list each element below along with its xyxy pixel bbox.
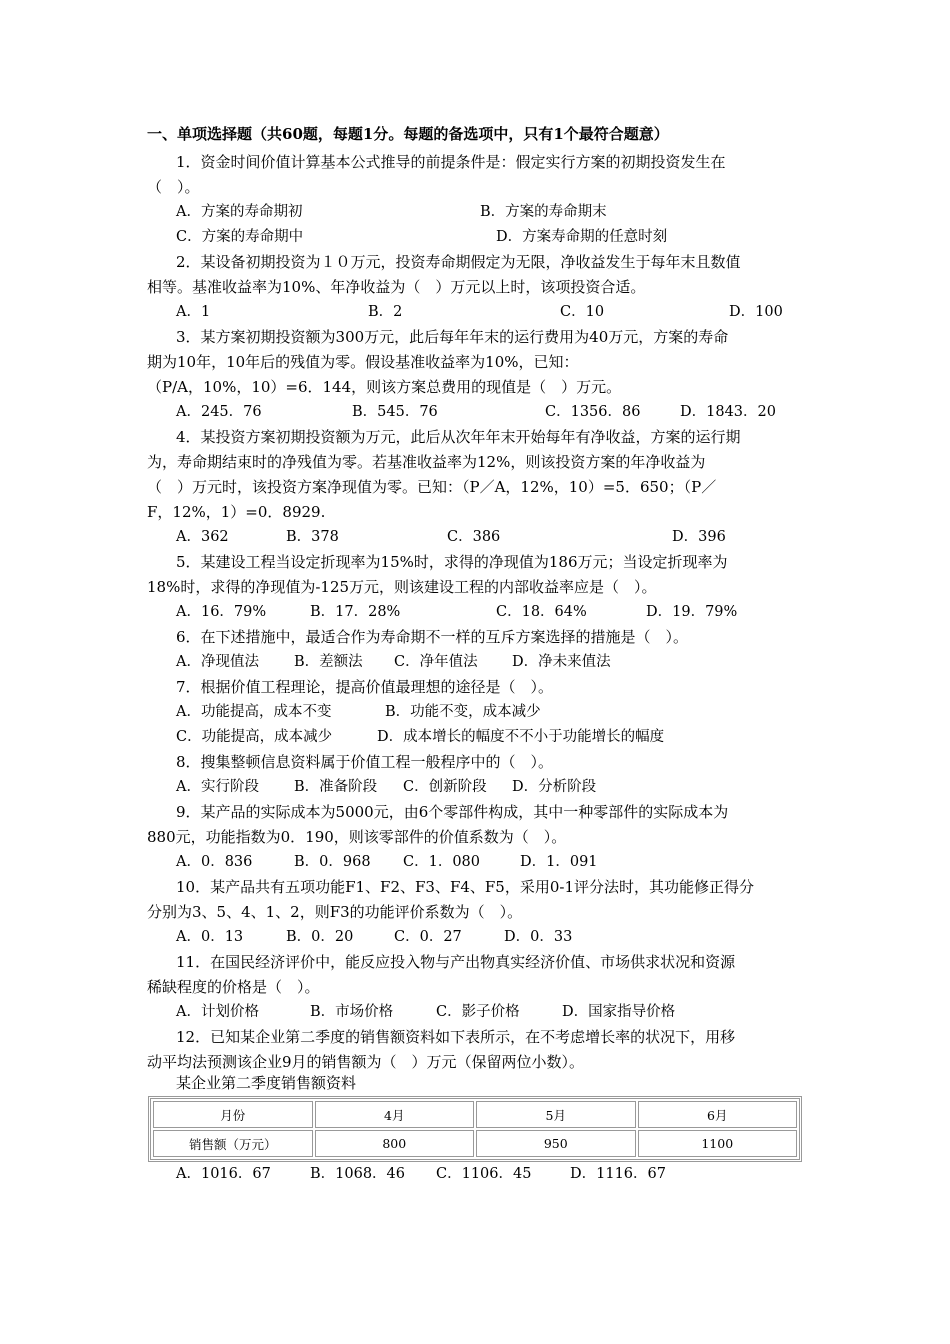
question-3-option-d: D．1843．20 — [680, 404, 776, 420]
question-3-line-3: （P/A，10%，10）=6．144，则该方案总费用的现值是（ ）万元。 — [147, 378, 622, 396]
question-5-line-1: 5．某建设工程当设定折现率为15%时，求得的净现值为186万元；当设定折现率为 — [176, 553, 728, 571]
question-3-line-1: 3．某方案初期投资额为300万元，此后每年年末的运行费用为40万元，方案的寿命 — [176, 328, 729, 346]
question-10-option-b: B．0．20 — [286, 929, 354, 945]
question-10-option-c: C．0．27 — [394, 929, 462, 945]
sales-table — [148, 1096, 802, 1162]
question-7-line-1: 7．根据价值工程理论，提高价值最理想的途径是（ ）。 — [176, 678, 554, 696]
question-9-line-1: 9．某产品的实际成本为5000元，由6个零部件构成，其中一种零部件的实际成本为 — [176, 803, 729, 821]
question-6-option-a: A．净现值法 — [176, 654, 259, 670]
question-10-line-2: 分别为3、5、4、1、2，则F3的功能评价系数为（ ）。 — [147, 903, 523, 921]
question-8-option-b: B．准备阶段 — [294, 779, 378, 795]
question-7-option-d: D．成本增长的幅度不不小于功能增长的幅度 — [377, 729, 665, 745]
question-3-option-b: B．545．76 — [352, 404, 438, 420]
question-6-option-c: C．净年值法 — [394, 654, 478, 670]
question-11-option-b: B．市场价格 — [310, 1004, 394, 1020]
question-6-line-1: 6．在下述措施中，最适合作为寿命期不一样的互斥方案选择的措施是（ ）。 — [176, 628, 689, 646]
question-2-option-c: C．10 — [560, 304, 605, 320]
question-12-line-1: 12．已知某企业第二季度的销售额资料如下表所示，在不考虑增长率的状况下，用移 — [176, 1028, 736, 1046]
table-row — [153, 1130, 797, 1157]
question-2-option-d: D．100 — [729, 304, 783, 320]
table-cell: 销售额（万元） — [153, 1130, 313, 1157]
question-12-option-b: B．1068．46 — [310, 1166, 406, 1182]
question-8-option-d: D．分析阶段 — [512, 779, 597, 795]
question-4-option-a: A．362 — [176, 529, 229, 545]
question-4-option-c: C．386 — [447, 529, 501, 545]
question-8-option-c: C．创新阶段 — [403, 779, 487, 795]
question-4-line-3: （ ）万元时，该投资方案净现值为零。已知：（P／A，12%，10）=5．650；（P／ — [147, 478, 717, 496]
question-4-line-1: 4．某投资方案初期投资额为万元，此后从次年年末开始每年有净收益，方案的运行期 — [176, 428, 741, 446]
table-cell: 950 — [476, 1130, 636, 1157]
question-2-line-1: 2．某设备初期投资为１０万元，投资寿命期假定为无限，净收益发生于每年末且数值 — [176, 253, 741, 271]
table-header-row — [153, 1101, 797, 1128]
question-1-option-b: B．方案的寿命期末 — [480, 204, 607, 220]
question-1-line-2: （ ）。 — [147, 178, 200, 196]
question-5-option-c: C．18．64% — [496, 604, 587, 620]
question-9-option-d: D．1．091 — [520, 854, 598, 870]
question-8-line-1: 8．搜集整顿信息资料属于价值工程一般程序中的（ ）。 — [176, 753, 554, 771]
question-1-option-d: D．方案寿命期的任意时刻 — [496, 229, 668, 245]
question-9-option-a: A．0．836 — [176, 854, 253, 870]
question-12-option-d: D．1116．67 — [570, 1166, 666, 1182]
question-9-option-b: B．0．968 — [294, 854, 371, 870]
question-4-line-4: F，12%，1）=0．8929. — [147, 503, 326, 521]
question-12-option-a: A．1016．67 — [176, 1166, 271, 1182]
question-5-option-a: A．16．79% — [176, 604, 267, 620]
question-11-line-2: 稀缺程度的价格是（ ）。 — [147, 978, 320, 996]
question-11-option-c: C．影子价格 — [436, 1004, 520, 1020]
question-9-line-2: 880元，功能指数为0．190，则该零部件的价值系数为（ ）。 — [147, 828, 567, 846]
question-8-option-a: A．实行阶段 — [176, 779, 259, 795]
question-7-option-a: A．功能提高，成本不变 — [176, 704, 332, 720]
question-10-line-1: 10．某产品共有五项功能F1、F2、F3、F4、F5，采用0-1评分法时，其功能修正得分 — [176, 878, 755, 896]
question-11-line-1: 11．在国民经济评价中，能反应投入物与产出物真实经济价值、市场供求状况和资源 — [176, 953, 736, 971]
table-header-cell: 6月 — [638, 1101, 798, 1128]
question-11-option-a: A．计划价格 — [176, 1004, 259, 1020]
question-2-line-2: 相等。基准收益率为10%、年净收益为（ ）万元以上时，该项投资合适。 — [147, 278, 646, 296]
table-header-cell: 月份 — [153, 1101, 313, 1128]
question-5-line-2: 18%时，求得的净现值为-125万元，则该建设工程的内部收益率应是（ ）。 — [147, 578, 657, 596]
table-caption: 某企业第二季度销售额资料 — [176, 1074, 357, 1092]
table-cell: 800 — [315, 1130, 475, 1157]
question-12-option-c: C．1106．45 — [436, 1166, 532, 1182]
table-header-cell: 4月 — [315, 1101, 475, 1128]
question-1-option-a: A．方案的寿命期初 — [176, 204, 303, 220]
question-4-line-2: 为，寿命期结束时的净残值为零。若基准收益率为12%，则该投资方案的年净收益为 — [147, 453, 706, 471]
section-heading: 一、单项选择题（共60题，每题1分。每题的备选项中，只有1个最符合题意） — [147, 125, 669, 143]
question-2-option-b: B．2 — [368, 304, 403, 320]
question-12-line-2: 动平均法预测该企业9月的销售额为（ ）万元（保留两位小数）。 — [147, 1053, 585, 1071]
question-11-option-d: D．国家指导价格 — [562, 1004, 676, 1020]
question-3-option-a: A．245．76 — [176, 404, 262, 420]
question-3-line-2: 期为10年，10年后的残值为零。假设基准收益率为10%，已知： — [147, 353, 579, 371]
question-3-option-c: C．1356．86 — [545, 404, 641, 420]
question-9-option-c: C．1．080 — [403, 854, 480, 870]
question-7-option-c: C．功能提高，成本减少 — [176, 729, 333, 745]
question-10-option-a: A．0．13 — [176, 929, 244, 945]
question-6-option-b: B．差额法 — [294, 654, 363, 670]
table-cell: 1100 — [638, 1130, 798, 1157]
question-4-option-b: B．378 — [286, 529, 339, 545]
question-5-option-b: B．17．28% — [310, 604, 401, 620]
question-4-option-d: D．396 — [672, 529, 726, 545]
question-10-option-d: D．0．33 — [504, 929, 573, 945]
question-6-option-d: D．净未来值法 — [512, 654, 611, 670]
table-header-cell: 5月 — [476, 1101, 636, 1128]
question-1-line-1: 1．资金时间价值计算基本公式推导的前提条件是：假定实行方案的初期投资发生在 — [176, 153, 726, 171]
question-7-option-b: B．功能不变，成本减少 — [385, 704, 541, 720]
question-1-option-c: C．方案的寿命期中 — [176, 229, 304, 245]
question-2-option-a: A．1 — [176, 304, 211, 320]
question-5-option-d: D．19．79% — [646, 604, 738, 620]
